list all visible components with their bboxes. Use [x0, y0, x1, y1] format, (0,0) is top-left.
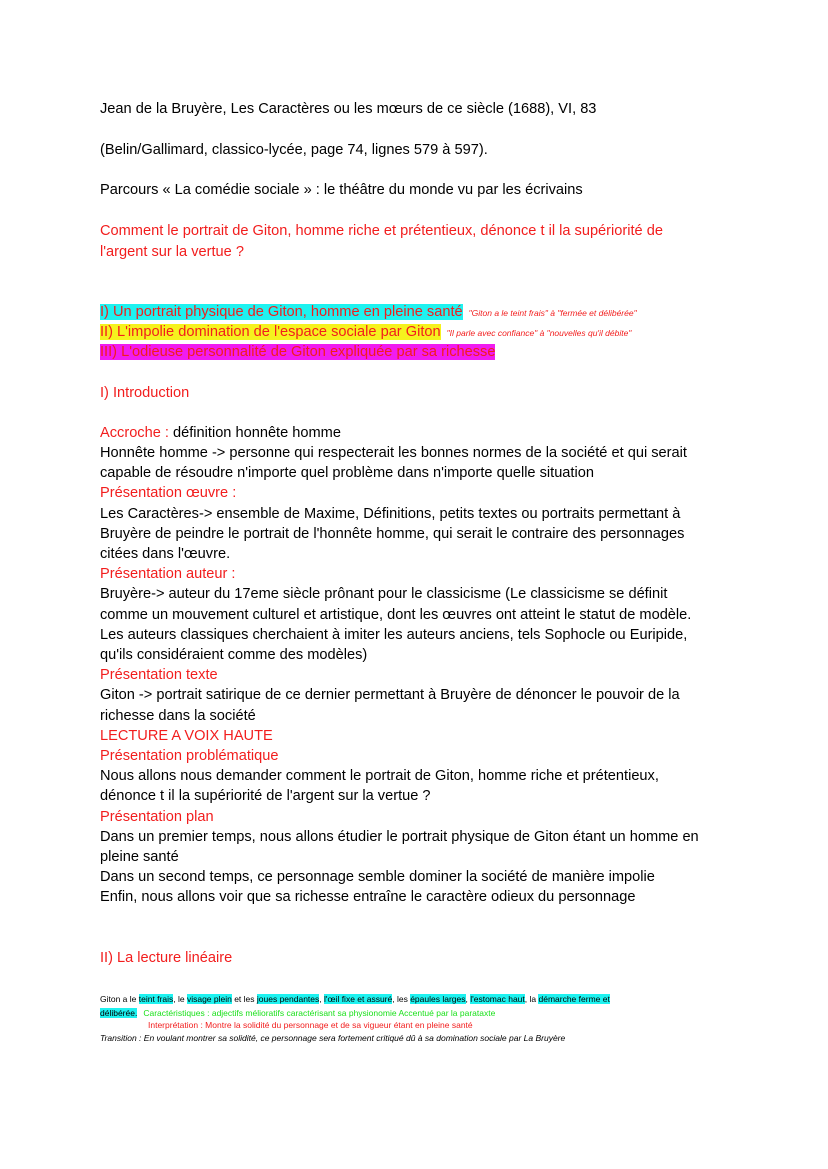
- plan-body-2: pleine santé: [100, 849, 179, 865]
- lecture-lineaire-title: II) La lecture linéaire: [100, 950, 233, 966]
- problematique-body-1: Nous allons nous demander comment le portrait de Giton, homme riche et prétentieux,: [100, 768, 659, 784]
- plan-part-2-title: II) L'impolie domination de l'espace sociale par Giton: [100, 324, 441, 340]
- problematique-label: Présentation problématique: [100, 748, 279, 764]
- intro-title: I) Introduction: [100, 385, 190, 401]
- accroche-text: définition honnête homme: [168, 425, 341, 441]
- interpretation-note: Interprétation : Montre la solidité du personnage et de sa vigueur étant en pleine santé: [148, 1020, 473, 1030]
- problematique-body-2: dénonce t il la supériorité de l'argent sur la vertue ?: [100, 788, 431, 804]
- excerpt-text: , les: [392, 994, 411, 1004]
- highlight-estomac-haut: l'estomac haut: [470, 994, 525, 1004]
- texte-body-2: richesse dans la société: [100, 708, 256, 724]
- plan-part-2-quote: "Il parle avec confiance" à "nouvelles qu'il débite": [446, 328, 632, 338]
- plan-part-1: [100, 303, 637, 322]
- parcours-line: Parcours « La comédie sociale » : le théâtre du monde vu par les écrivains: [100, 182, 583, 198]
- texte-label: Présentation texte: [100, 667, 218, 683]
- text-excerpt-line-1: [100, 994, 610, 1005]
- problematique-line-1: Comment le portrait de Giton, homme riche et prétentieux, dénonce t il la supériorité de: [100, 223, 663, 239]
- highlight-visage-plein: visage plein: [186, 994, 232, 1004]
- plan-part-1-title: I) Un portrait physique de Giton, homme en pleine santé: [100, 304, 463, 320]
- problematique-line-2: l'argent sur la vertue ?: [100, 244, 244, 260]
- accroche-label: Accroche :: [100, 425, 169, 441]
- plan-part-3-title: III) L'odieuse personnalité de Giton expliquée par sa richesse: [100, 344, 496, 360]
- excerpt-text: ,: [319, 994, 325, 1004]
- auteur-body-3: Les auteurs classiques cherchaient à imiter les auteurs anciens, tels Sophocle ou Euripide,: [100, 627, 688, 643]
- plan-label: Présentation plan: [100, 809, 214, 825]
- plan-body-4: Enfin, nous allons voir que sa richesse entraîne le caractère odieux du personnage: [100, 889, 636, 905]
- auteur-body-1: Bruyère-> auteur du 17eme siècle prônant pour le classicisme (Le classicisme se définit: [100, 586, 668, 602]
- transition-note: Transition : En voulant montrer sa solidité, ce personnage sera fortement critiqué dû à sa domination sociale par La Bruyère: [100, 1033, 566, 1043]
- excerpt-text: , le: [173, 994, 187, 1004]
- oeuvre-body-2: Bruyère de peindre le portrait de l'honnête homme, qui serait le contraire des personnages: [100, 526, 685, 542]
- accroche-body-1: Honnête homme -> personne qui respecterait les bonnes normes de la société et qui serait: [100, 445, 687, 461]
- accroche-line: [100, 424, 341, 442]
- excerpt-text: ,: [465, 994, 471, 1004]
- text-excerpt-line-2: [100, 1008, 495, 1019]
- excerpt-text: , la: [524, 994, 539, 1004]
- accroche-body-2: capable de résoudre n'importe quel problème dans n'importe quelle situation: [100, 465, 594, 481]
- edition-line: (Belin/Gallimard, classico-lycée, page 74, lignes 579 à 597).: [100, 142, 488, 158]
- plan-part-3: [100, 343, 495, 361]
- auteur-label: Présentation auteur :: [100, 566, 236, 582]
- reference-line: Jean de la Bruyère, Les Caractères ou les mœurs de ce siècle (1688), VI, 83: [100, 101, 597, 117]
- highlight-epaules-larges: épaules larges: [410, 994, 466, 1004]
- texte-body-1: Giton -> portrait satirique de ce dernier permettant à Bruyère de dénoncer le pouvoir de la: [100, 687, 680, 703]
- highlight-deliberee: délibérée.: [100, 1008, 138, 1018]
- plan-body-1: Dans un premier temps, nous allons étudier le portrait physique de Giton étant un homme en: [100, 829, 699, 845]
- oeuvre-label: Présentation œuvre :: [100, 485, 237, 501]
- auteur-body-2: comme un mouvement culturel et artistique, dont les œuvres ont atteint le statut de modèle.: [100, 607, 692, 623]
- highlight-joues-pendantes: joues pendantes: [256, 994, 320, 1004]
- auteur-body-4: qu'ils considéraient comme des modèles): [100, 647, 368, 663]
- oeuvre-body-1: Les Caractères-> ensemble de Maxime, Définitions, petits textes ou portraits permettant à: [100, 506, 681, 522]
- plan-part-2: [100, 323, 631, 342]
- highlight-oeil-fixe: l'œil fixe et assuré: [324, 994, 393, 1004]
- highlight-demarche: démarche ferme et: [538, 994, 610, 1004]
- excerpt-text: et les: [231, 994, 257, 1004]
- oeuvre-body-3: citées dans l'œuvre.: [100, 546, 231, 562]
- excerpt-text: Giton a le: [100, 994, 139, 1004]
- lecture-voix-haute: LECTURE A VOIX HAUTE: [100, 728, 273, 744]
- highlight-teint-frais: teint frais: [138, 994, 174, 1004]
- plan-body-3: Dans un second temps, ce personnage semble dominer la société de manière impolie: [100, 869, 655, 885]
- caracteristiques-note: Caractéristiques : adjectifs mélioratifs caractérisant sa physionomie Accentué par la parataxte: [143, 1008, 496, 1018]
- plan-part-1-quote: "Giton a le teint frais" à "fermée et délibérée": [468, 308, 637, 318]
